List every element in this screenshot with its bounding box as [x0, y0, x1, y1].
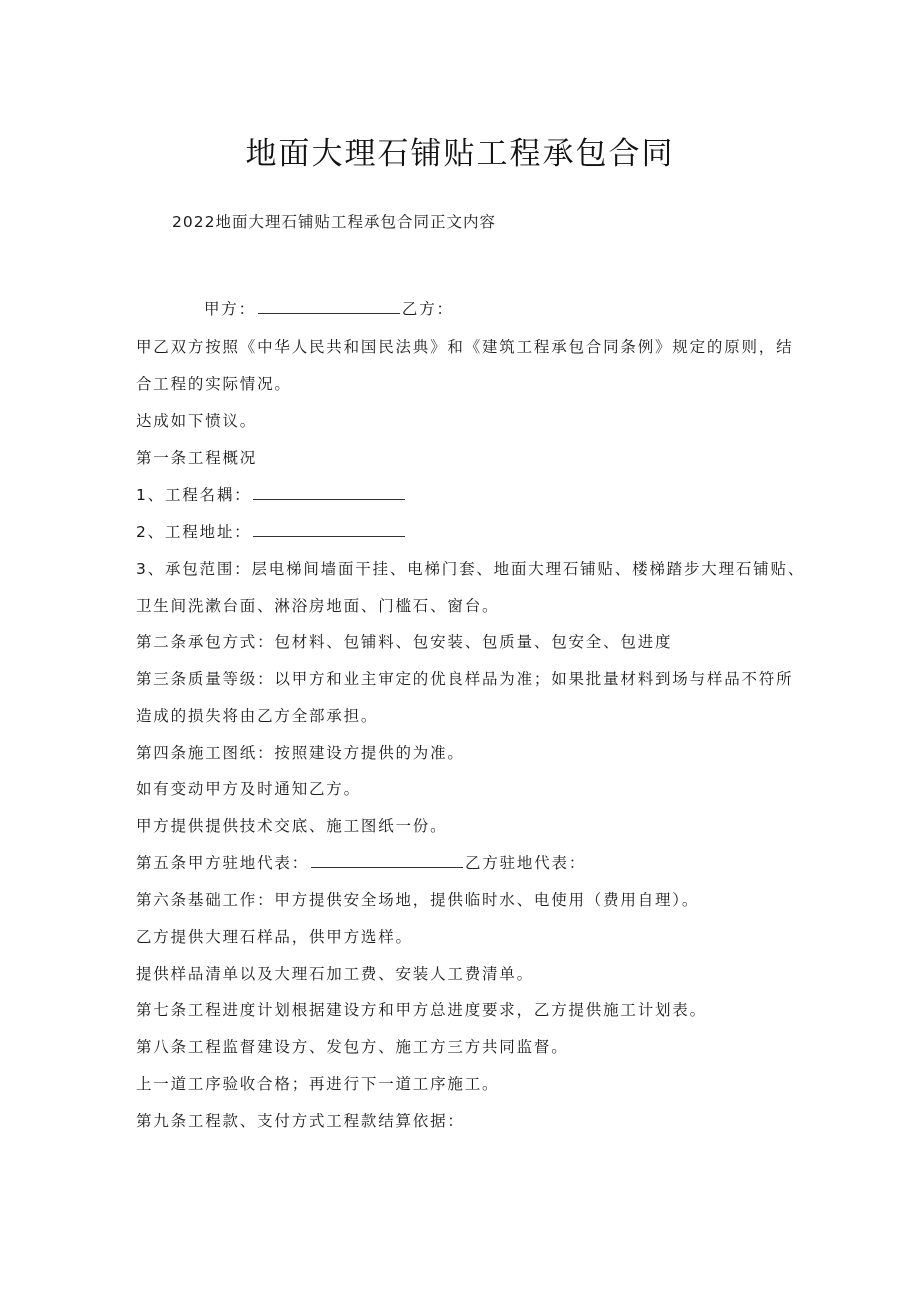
- party-b-label: 乙方：: [401, 300, 454, 318]
- article-6-note-2: 提供样品清单以及大理石加工费、安装人工费清单。: [136, 965, 534, 983]
- item-1-blank: [253, 485, 405, 500]
- item-3-scope-2: 卫生间洗漱台面、淋浴房地面、门槛石、窗台。: [136, 597, 500, 615]
- paragraph-intro-2: 合工程的实际情况。: [136, 375, 292, 393]
- article-4-note-1: 如有变动甲方及时通知乙方。: [136, 780, 361, 798]
- parties-line: [204, 299, 454, 319]
- article-5-blank: [311, 853, 463, 868]
- article-8: 第八条工程监督建设方、发包方、施工方三方共同监督。: [136, 1038, 569, 1056]
- article-1-heading: 第一条工程概况: [136, 449, 258, 467]
- item-2-blank: [253, 522, 405, 537]
- item-3-scope-1: 3、承包范围：层电梯间墙面干挂、电梯门套、地面大理石铺贴、楼梯踏步大理石铺贴、: [136, 560, 806, 578]
- document-subtitle: 2022地面大理石铺贴工程承包合同正文内容: [172, 213, 496, 231]
- item-2-label: 2、工程地址：: [136, 523, 252, 541]
- article-3-1: 第三条质量等级：以甲方和业主审定的优良样品为准；如果批量材料到场与样品不符所: [136, 670, 794, 688]
- paragraph-agreement: 达成如下愤议。: [136, 412, 258, 430]
- party-a-label: 甲方：: [204, 300, 256, 318]
- article-8-note: 上一道工序验收合格；再进行下一道工序施工。: [136, 1075, 500, 1093]
- item-1-label: 1、工程名耦：: [136, 486, 252, 504]
- article-5-party-b-rep: 乙方驻地代表：: [465, 854, 587, 872]
- article-5: [136, 853, 586, 873]
- article-3-2: 造成的损失将由乙方全部承担。: [136, 707, 379, 725]
- article-6-note-1: 乙方提供大理石样品，供甲方选样。: [136, 928, 413, 946]
- document-title: 地面大理石铺贴工程承包合同: [245, 136, 675, 172]
- article-6: 第六条基础工作：甲方提供安全场地，提供临时水、电使用（费用自理）。: [136, 891, 700, 909]
- article-5-party-a-rep: 第五条甲方驻地代表：: [136, 854, 310, 872]
- item-2-project-address: [136, 522, 405, 542]
- article-4: 第四条施工图纸：按照建设方提供的为准。: [136, 744, 465, 762]
- article-7: 第七条工程进度计划根据建设方和甲方总进度要求，乙方提供施工计划表。: [136, 1001, 707, 1019]
- article-2: 第二条承包方式：包材料、包铺料、包安装、包质量、包安全、包进度: [136, 633, 673, 651]
- article-4-note-2: 甲方提供提供技术交底、施工图纸一份。: [136, 817, 448, 835]
- article-9: 第九条工程款、支付方式工程款结算依据：: [136, 1112, 465, 1130]
- party-a-blank: [258, 299, 400, 314]
- item-1-project-name: [136, 485, 405, 505]
- paragraph-intro-1: 甲乙双方按照《中华人民共和国民法典》和《建筑工程承包合同条例》规定的原则，结: [136, 338, 794, 356]
